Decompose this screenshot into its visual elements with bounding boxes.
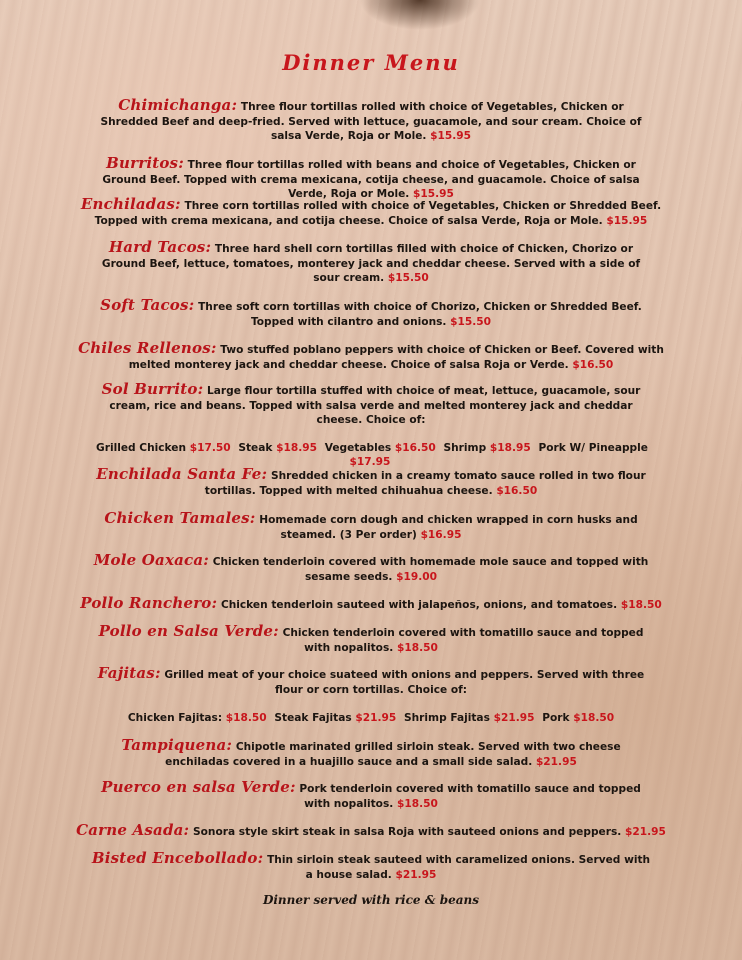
menu-item-soft-tacos bbox=[90, 298, 652, 329]
item-price: $18.50 bbox=[397, 641, 438, 654]
item-description: Three hard shell corn tortillas filled with choice of Chicken, Chorizo or Ground Beef, lettuce, tomatoes, monterey jack and cheddar cheese. Served with a side of sour cream. bbox=[101, 243, 641, 285]
item-description: Chipotle marinated grilled sirloin steak. Served with two cheese enchiladas covered in a huajillo sauce and a small side salad. bbox=[165, 741, 621, 768]
menu-item-mole-oaxaca bbox=[90, 553, 652, 584]
menu-title: Dinner Menu bbox=[282, 50, 460, 75]
option-label: Pork bbox=[542, 712, 570, 724]
menu-item-puerco-en-salsa-verde bbox=[90, 780, 652, 811]
menu-footer: Dinner served with rice & beans bbox=[262, 893, 480, 907]
item-name: Chimichanga: bbox=[118, 96, 238, 114]
option bbox=[96, 442, 231, 454]
option-label: Shrimp bbox=[443, 442, 487, 454]
item-price: $15.50 bbox=[450, 315, 492, 328]
item-name: Sol Burrito: bbox=[101, 380, 204, 398]
item-name: Puerco en salsa Verde: bbox=[101, 778, 296, 796]
option-price: $18.50 bbox=[225, 712, 267, 724]
option bbox=[274, 712, 396, 724]
menu-item-chimichanga bbox=[90, 98, 652, 144]
menu-item-chicken-tamales bbox=[90, 511, 652, 542]
menu-item-chiles-rellenos bbox=[70, 341, 672, 372]
menu-item-pollo-ranchero bbox=[70, 596, 672, 613]
item-description: Shredded chicken in a creamy tomato sauce rolled in two flour tortillas. Topped with melted chihuahua cheese. bbox=[204, 470, 646, 497]
option-price: $16.50 bbox=[394, 442, 436, 454]
item-name: Mole Oaxaca: bbox=[93, 551, 209, 569]
item-name: Fajitas: bbox=[97, 664, 161, 682]
item-name: Soft Tacos: bbox=[100, 296, 195, 314]
item-price: $15.95 bbox=[606, 214, 648, 227]
menu-item-hard-tacos bbox=[90, 240, 652, 286]
item-description: Three flour tortillas rolled with beans and choice of Vegetables, Chicken or Ground Beef. Topped with crema mexicana, cotija cheese, and guacamole. Choice of salsa Verde, Roja or Mole. bbox=[102, 159, 640, 201]
item-price: $21.95 bbox=[535, 755, 577, 768]
menu-item-pollo-en-salsa-verde bbox=[90, 624, 652, 655]
item-price: $15.95 bbox=[413, 188, 454, 201]
item-description: Three flour tortillas rolled with choice of Vegetables, Chicken or Shredded Beef and deep-fried. Served with lettuce, guacamole, and sour cream. Choice of salsa Verde, Roja or Mole. bbox=[100, 101, 642, 143]
option bbox=[444, 442, 531, 454]
option-label: Vegetables bbox=[324, 442, 392, 454]
item-name: Enchiladas: bbox=[80, 195, 181, 213]
item-price: $15.95 bbox=[430, 130, 472, 143]
menu-item-enchiladas bbox=[70, 197, 672, 228]
item-description: Three corn tortillas rolled with choice of Vegetables, Chicken or Shredded Beef. Topped with crema mexicana, and cotija cheese. Choice of salsa Verde, Roja or Mole. bbox=[94, 200, 662, 227]
option-label: Chicken Fajitas: bbox=[127, 712, 223, 724]
item-name: Bisted Encebollado: bbox=[91, 849, 264, 867]
item-price: $16.50 bbox=[496, 484, 538, 497]
item-name: Burritos: bbox=[106, 154, 184, 172]
item-name: Pollo Ranchero: bbox=[80, 594, 218, 612]
item-description: Three soft corn tortillas with choice of Chorizo, Chicken or Shredded Beef. Topped with cilantro and onions. bbox=[198, 301, 642, 328]
option-label: Steak Fajitas bbox=[274, 712, 352, 724]
option-price: $18.95 bbox=[489, 442, 531, 454]
item-description: Large flour tortilla stuffed with choice of meat, lettuce, guacamole, sour cream, rice and beans. Topped with salsa verde and melted monterey jack and cheddar cheese. Choice of: bbox=[109, 385, 641, 427]
option-price: $18.95 bbox=[276, 442, 317, 454]
item-description: Chicken tenderloin sauteed with jalapeños, onions, and tomatoes. bbox=[220, 599, 618, 611]
item-description: Chicken tenderloin covered with homemade mole sauce and topped with sesame seeds. bbox=[212, 556, 649, 583]
fajitas-options bbox=[80, 711, 662, 725]
menu-item-enchilada-santa-fe bbox=[90, 467, 652, 498]
item-description: Grilled meat of your choice suateed with onions and peppers. Served with three flour or corn tortillas. Choice of: bbox=[164, 669, 645, 696]
item-name: Carne Asada: bbox=[76, 821, 190, 839]
option bbox=[128, 712, 267, 724]
item-price: $16.50 bbox=[572, 358, 614, 371]
item-description: Sonora style skirt steak in salsa Roja with sauteed onions and peppers. bbox=[193, 826, 622, 838]
option-label: Pork W/ Pineapple bbox=[538, 442, 648, 454]
item-price: $16.95 bbox=[420, 528, 462, 541]
item-description: Chicken tenderloin covered with tomatillo sauce and topped with nopalitos. bbox=[282, 627, 644, 654]
menu-item-sol-burrito bbox=[90, 382, 652, 428]
item-price: $15.50 bbox=[387, 272, 429, 285]
item-name: Chicken Tamales: bbox=[104, 509, 256, 527]
item-description: Two stuffed poblano peppers with choice of Chicken or Beef. Covered with melted monterey jack and cheddar cheese. Choice of salsa Roja or Verde. bbox=[128, 344, 664, 371]
item-price: $21.95 bbox=[395, 868, 437, 881]
option-price: $17.50 bbox=[189, 442, 231, 454]
option-price: $17.95 bbox=[349, 456, 391, 468]
option-price: $21.95 bbox=[355, 712, 397, 724]
option-price: $21.95 bbox=[493, 712, 535, 724]
item-price: $18.50 bbox=[620, 599, 662, 611]
item-description: Pork tenderloin covered with tomatillo sauce and topped with nopalitos. bbox=[299, 783, 641, 810]
option-label: Shrimp Fajitas bbox=[404, 712, 490, 724]
item-name: Hard Tacos: bbox=[108, 238, 212, 256]
item-name: Pollo en Salsa Verde: bbox=[98, 622, 279, 640]
item-description: Thin sirloin steak sauteed with caramelized onions. Served with a house salad. bbox=[267, 854, 651, 881]
item-price: $19.00 bbox=[396, 570, 438, 583]
menu-item-tampiquena bbox=[90, 738, 652, 769]
item-price: $18.50 bbox=[397, 797, 438, 810]
menu-item-bisted-encebollado bbox=[90, 851, 652, 882]
option bbox=[542, 712, 614, 724]
menu-item-carne-asada bbox=[70, 823, 672, 840]
option bbox=[325, 442, 436, 454]
menu-item-fajitas bbox=[90, 666, 652, 697]
option-label: Grilled Chicken bbox=[96, 442, 187, 454]
item-name: Enchilada Santa Fe: bbox=[96, 465, 268, 483]
option-price: $18.50 bbox=[573, 712, 615, 724]
item-description: Homemade corn dough and chicken wrapped in corn husks and steamed. (3 Per order) bbox=[259, 514, 638, 541]
item-name: Tampiquena: bbox=[121, 736, 233, 754]
option bbox=[238, 442, 317, 454]
option-label: Steak bbox=[238, 442, 273, 454]
option bbox=[404, 712, 534, 724]
item-price: $21.95 bbox=[624, 826, 666, 838]
item-name: Chiles Rellenos: bbox=[78, 339, 217, 357]
